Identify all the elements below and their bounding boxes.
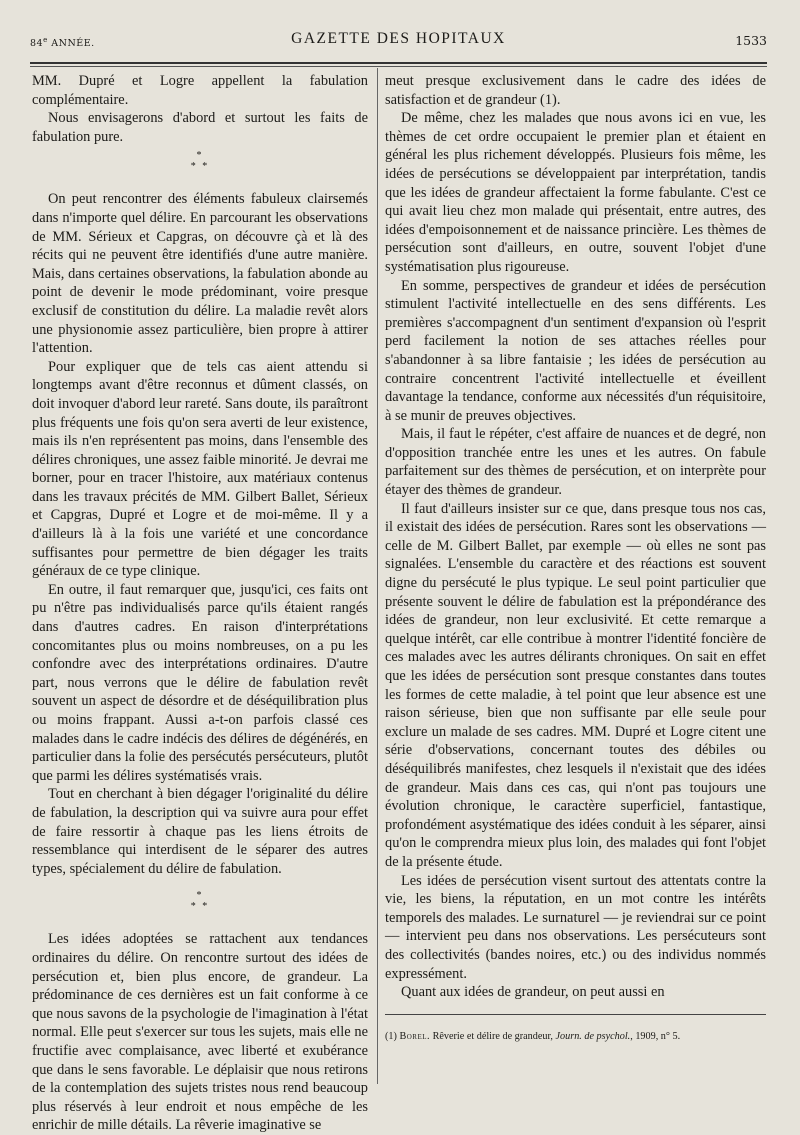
paragraph: Nous envisagerons d'abord et surtout les faits de fabulation pure. xyxy=(32,110,368,145)
star-top: * xyxy=(196,150,204,162)
year-word: ANNÉE. xyxy=(51,38,95,50)
header-rule xyxy=(30,62,767,64)
paragraph: Quant aux idées de grandeur, on peut aussi en xyxy=(401,984,665,1001)
star-bottom: * * xyxy=(190,161,210,173)
spacer xyxy=(32,914,368,930)
footnote-journal: Journ. de psychol. xyxy=(555,1030,631,1042)
paragraph: Les idées adoptées se rattachent aux tendances ordinaires du délire. On rencontre surtout des idées de persécution et, bien plus encore, de grandeur. La prédominance de ces dernières est un fait conforme à ce que nous savons de la psychologie de l'imagination à l'état normal. Elle peut s'exercer sur tous les sujets, mais elle ne fructifie avec complaisance, avec liberté et exubérance que dans le sens favorable. Le déplaisir que nous retirons de la contemplation des sujets tristes nous rend beaucoup plus réservés à leur endroit et nous empêche de les enrichir de mille détails. La rêverie imaginative se xyxy=(32,931,368,1134)
paragraph: Tout en cherchant à bien dégager l'originalité du délire de fabulation, la description qui va suivre aura pour effet de faire ressortir à chaque pas les liens étroits de ressemblance qui interdisent de le séparer des autres types, spécialement du délire de fabulation. xyxy=(32,786,368,877)
footnote-tail: , 1909, n° 5. xyxy=(630,1030,681,1042)
journal-title: GAZETTE DES HOPITAUX xyxy=(291,30,506,47)
star-bottom: * * xyxy=(190,901,210,913)
footnote xyxy=(385,1029,766,1045)
paragraph: De même, chez les malades que nous avons ici en vue, les thèmes de cet ordre occupaient le premier plan et étaient en général les plus richement développés. Plusieurs fois même, les idées de persécutions se développaient par interprétation, tandis que les idées de grandeur affectaient la forme fabulante. C'est ce qui avait lieu chez mon malade qui présentait, entre autres, des idées d'empoisonnement et de naissance princière. Les thèmes de persécution sont d'ailleurs, en outre, souvent l'objet d'une systématisation plus rigoureuse. xyxy=(385,110,766,275)
year-superscript: e xyxy=(43,36,48,44)
star-top: * xyxy=(196,890,204,902)
paragraph: En outre, il faut remarquer que, jusqu'ici, ces faits ont pu n'être pas individualisés parce qu'ils étaient rangés dans d'autres cadres. En raison d'interprétations concomitantes plus ou moins nombreuses, on a pu les confondre avec des interprétations ordinaires. D'autre part, nous verrons que le délire de fabulation revêt souvent un aspect de désordre et de déséquilibration plus ou moins frappant. Aussi a-t-on parfois classé ces malades dans le cadre indécis des délires de dégénérés, en particulier dans la folie des persécutés persécuteurs, plutôt que parmi les délires systématisés vrais. xyxy=(32,581,368,784)
paragraph: Mais, il faut le répéter, c'est affaire de nuances et de degré, non d'opposition tranchée entre les unes et les autres. On fabule parfaitement sur des thèmes de persécution, et on interprète pour étayer des thèmes de grandeur. xyxy=(385,426,766,499)
column-divider xyxy=(377,68,378,1084)
paragraph: meut presque exclusivement dans le cadre des idées de satisfaction et de grandeur (1). xyxy=(385,73,766,108)
paragraph: Les idées de persécution visent surtout des attentats contre la vie, les biens, la réputation, en un mot contre les intérêts temporels des malades. Le surnaturel — je reviendrai sur ce point — intervient peu dans nos observations. Les persécuteurs sont des collectivités (bandes noires, etc.) ou des individus nommés expressément. xyxy=(385,872,766,982)
footnote-author: Borel. xyxy=(399,1030,431,1042)
paragraph: Il faut d'ailleurs insister sur ce que, dans presque tous nos cas, il existait des idées de persécution. Rares sont les observations — celle de M. Gilbert Ballet, par exemple — où elles ne sont pas signalées. L'ensemble du caractère et des réactions est souvent digne du persécuté le plus typique. Le seul point particulier que présente souvent le délire de fabulation est la prépondérance des idées de grandeur, non leur exclusivité. Et cette remarque a quelque intérêt, car elle contribue à montrer l'identité foncière de ces malades avec les autres délirants chroniques. On sait en effet que les idées de persécution sont presque constantes dans toutes les formes de cette maladie, à tel point que leur absence est une raison sérieuse, bien que non suffisante par elle seule pour exclure un malade de ses cadres. MM. Dupré et Logre citent une série d'observations, concernant toutes des débiles ou déséquilibrés manifestes, chez lesquels il n'existait que des idées de grandeur. Mais dans ces cas, qui n'ont pas toujours une évolution chronique, le caractère superficiel, fantastique, profondément asystématique des idées conduit à les séparer, ainsi qu'on le comprendra mieux plus loin, des malades qui font l'objet de la présente étude. xyxy=(385,500,766,870)
paragraph: MM. Dupré et Logre appellent la fabulation complémentaire. xyxy=(32,73,368,108)
header-rule-thin xyxy=(30,66,767,67)
section-separator-stars xyxy=(32,150,368,172)
footnote-rule xyxy=(385,1014,766,1015)
year-number: 84 xyxy=(30,38,44,50)
paragraph: En somme, perspectives de grandeur et idées de persécution stimulent l'activité intellectuelle en des sens différents. Les premières s'accompagnent d'un sentiment d'expansion où l'esprit perd facilement la notion de ses attaches réelles pour s'abandonner à sa libre fantaisie ; les idées de persécution au contraire concentrent l'activité intellectuelle et éveillent davantage la tendance, conforme aux nécessités d'un réquisitoire, à se munir de preuves objectives. xyxy=(385,277,766,424)
page-number: 1533 xyxy=(735,33,767,48)
left-column xyxy=(32,72,368,1135)
right-column xyxy=(385,72,766,1045)
paragraph: Pour expliquer que de tels cas aient attendu si longtemps avant d'être reconnus et dûment classés, on doit invoquer d'abord leur rareté. Sans doute, ils paraîtront plus fréquents une fois qu'on sera averti de leur existence, mais ils n'en représentent pas moins, dans l'ensemble des délires chroniques, une assez faible minorité. Je devrai me borner, pour en tracer l'histoire, aux matériaux contenus dans les travaux précités de MM. Gilbert Ballet, Sérieux et Capgras, Dupré et Logre et de moi-même. Il y a d'ailleurs là à la fois une variété et une concordance suffisantes pour permettre de bien dégager les traits généraux de ce type clinique. xyxy=(32,358,368,580)
spacer xyxy=(32,174,368,190)
section-separator-stars xyxy=(32,890,368,912)
footnote-number: (1) xyxy=(385,1030,397,1042)
paragraph: On peut rencontrer des éléments fabuleux clairsemés dans n'importe quel délire. En parcourant les observations de MM. Sérieux et Capgras, on découvre çà et là des récits qui ne peuvent être identifiés d'une autre manière. Mais, dans certaines observations, la fabulation abonde au point de devenir le mode prédominant, voire presque exclusif de constitution du délire. La maladie revêt alors une physionomie assez particulière, bien propre à attirer l'attention. xyxy=(32,191,368,357)
footnote-title: Rêverie et délire de grandeur, xyxy=(430,1030,556,1042)
page-header xyxy=(30,30,767,52)
